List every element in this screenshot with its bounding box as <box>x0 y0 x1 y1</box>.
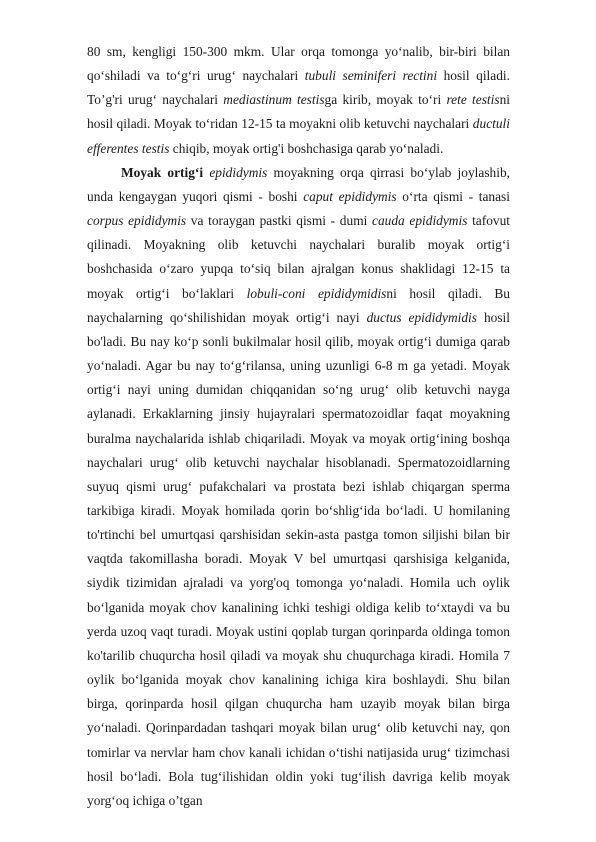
text-run: chiqib, moyak ortig'i boshchasiga qarab yo‘naladi. <box>169 140 444 156</box>
latin-term: corpus epididymis <box>87 213 187 229</box>
paragraph-1 <box>87 40 510 161</box>
latin-term: ductus epididymidis <box>366 309 477 325</box>
text-run: ni hosil qiladi. Moyak to‘ridan 12-15 ta moyakni olib ketuvchi naychalari <box>87 92 511 132</box>
latin-term: lobuli-coni epididymidis <box>246 285 387 301</box>
latin-term: mediastinum testis <box>223 92 325 108</box>
latin-term: caput epididymis <box>303 188 397 204</box>
latin-term: cauda epididymis <box>372 213 468 229</box>
text-run: 80 sm, kengligi 150-300 mkm. Ular orqa tomonga yo‘nalib, bir-biri bilan qo‘shiladi va to‘g‘ri urug‘ naychalari <box>87 44 510 84</box>
latin-term: ductuli efferentes testis <box>87 116 510 156</box>
text-run: tafovut qilinadi. Moyakning olib ketuvchi naychalari buralib moyak ortig‘i boshchasida o‘zaro yupqa to‘siq bilan ajralgan konus shaklidagi 12-15 ta moyak ortig‘i bo‘laklari <box>87 213 510 301</box>
bold-term: Moyak ortig‘i <box>121 164 204 180</box>
latin-term: epididymis <box>209 164 268 180</box>
text-run: hosil qiladi. To’g'ri urug‘ naychalari <box>87 68 510 108</box>
latin-term: tubuli seminiferi rectini <box>304 68 438 84</box>
text-run: moyakning orqa qirrasi bo‘ylab joylashib, unda kengaygan yuqori qismi - boshi <box>87 164 510 204</box>
paragraph-2 <box>87 161 510 813</box>
text-run: ga kirib, moyak to‘ri <box>324 92 447 108</box>
text-run: ni hosil qiladi. Bu naychalarning qo‘shilishidan moyak ortig‘i nayi <box>87 285 510 325</box>
latin-term: rete testis <box>446 92 500 108</box>
text-run: va toraygan pastki qismi - dumi <box>186 213 372 229</box>
text-run: hosil bo'ladi. Bu nay ko‘p sonli bukilmalar hosil qilib, moyak ortig‘i dumiga qarab yo‘naladi. Agar bu nay to‘g‘rilansa, uning uzunligi 6-8 m ga yetadi. Moyak ortig‘i nayi uning dumidan chiqqanidan so‘ng urug‘ olib ketuvchi nayga aylanadi. Erkaklarning jinsiy hujayralari spermatozoidlar faqat moyakning buralma naychalarida ishlab chiqariladi. Moyak va moyak ortig‘ining boshqa naychalari urug‘ olib ketuvchi naychalar hisoblanadi. Spermatozoidlarning suyuq qismi urug‘ pufakchalari va prostata bezi ishlab chiqargan sperma tarkibiga kiradi. Moyak homilada qorin bo‘shlig‘ida bo‘ladi. U homilaning to'rtinchi bel umurtqasi qarshisidan sekin-asta pastga tomon siljishi bilan bir vaqtda takomillasha boradi. Moyak V bel umurtqasi qarshisiga kelganida, siydik tizimidan ajraladi va yorg'oq tomonga yo‘naladi. Homila uch oylik bo‘lganida moyak chov kanalining ichki teshigi oldiga kelib to‘xtaydi va bu yerda uzoq vaqt turadi. Moyak ustini qoplab turgan qorinparda oldinga tomon ko'tarilib chuqurcha hosil qiladi va moyak shu chuqurchaga kiradi. Homila 7 oylik bo‘lganida moyak chov kanalining ichiga kira boshlaydi. Shu bilan birga, qorinparda hosil qilgan chuqurcha ham uzayib moyak bilan birga yo‘naladi. Qorinpardadan tashqari moyak bilan urug‘ olib ketuvchi nay, qon tomirlar va nervlar ham chov kanali ichidan o‘tishi natijasida urug‘ tizimchasi hosil bo‘ladi. Bola tug‘ilishidan oldin yoki tug‘ilish davriga kelib moyak yorg‘oq ichiga o’tgan <box>87 309 510 808</box>
document-page <box>87 40 510 813</box>
text-run: o‘rta qismi - tanasi <box>396 188 510 204</box>
